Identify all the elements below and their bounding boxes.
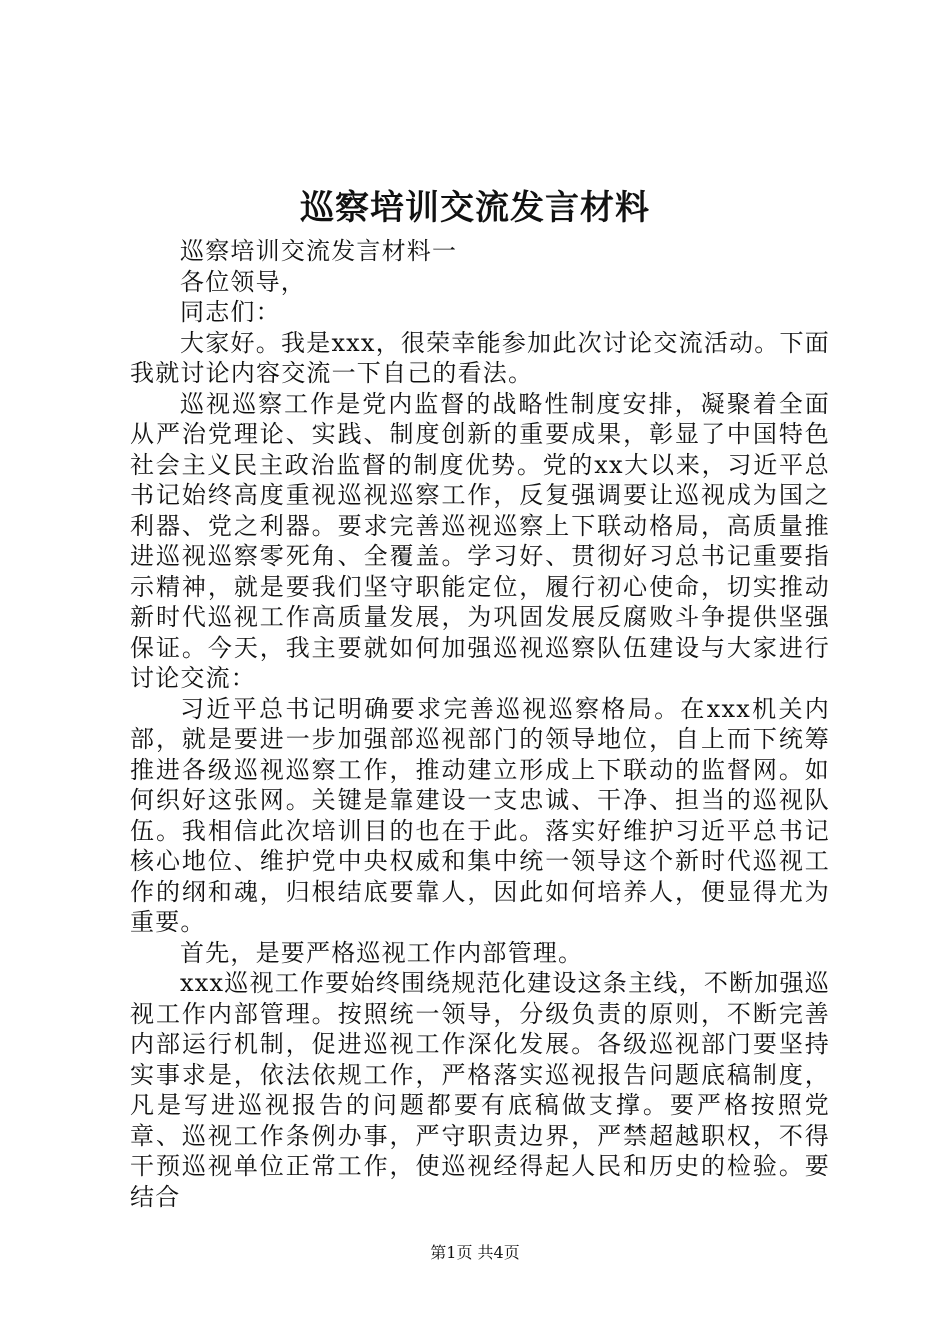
paragraph-internal-management: xxx巡视工作要始终围绕规范化建设这条主线，不断加强巡视工作内部管理。按照统一领导，分级负责的原则，不断完善内部运行机制，促进巡视工作深化发展。各级巡视部门要坚持实事求是，依法依规工作，严格落实巡视报告问题底稿制度，凡是写进巡视报告的问题都要有底稿做支撑。要严格按照党章、巡视工作条例办事，严守职责边界，严禁超越职权，不得干预巡视单位正常工作，使巡视经得起人民和历史的检验。要结合 xyxy=(130,969,830,1211)
document-title: 巡察培训交流发言材料 xyxy=(300,188,650,228)
document-body xyxy=(130,236,830,1212)
paragraph-subtitle: 巡察培训交流发言材料一 xyxy=(180,237,458,265)
page-footer: 第1页 共4页 xyxy=(430,1243,520,1262)
paragraph-first-point: 首先，是要严格巡视工作内部管理。 xyxy=(180,938,584,967)
paragraph-greeting: 大家好。我是xxx，很荣幸能参加此次讨论交流活动。下面我就讨论内容交流一下自己的看法。 xyxy=(130,328,830,387)
paragraph-inspection-overview: 巡视巡察工作是党内监督的战略性制度安排，凝聚着全面从严治党理论、实践、制度创新的重要成果，彰显了中国特色社会主义民主政治监督的制度优势。党的xx大以来，习近平总书记始终高度重视巡视巡察工作，反复强调要让巡视成为国之利器、党之利器。要求完善巡视巡察上下联动格局，高质量推进巡视巡察零死角、全覆盖。学习好、贯彻好习总书记重要指示精神，就是要我们坚守职能定位，履行初心使命，切实推动新时代巡视工作高质量发展，为巩固发展反腐败斗争提供坚强保证。今天，我主要就如何加强巡视巡察队伍建设与大家进行讨论交流： xyxy=(130,389,830,692)
paragraph-salutation-leaders: 各位领导， xyxy=(180,267,306,296)
paragraph-inspection-pattern: 习近平总书记明确要求完善巡视巡察格局。在xxx机关内部，就是要进一步加强部巡视部门的领导地位，自上而下统筹推进各级巡视巡察工作，推动建立形成上下联动的监督网。如何织好这张网。关键是靠建设一支忠诚、干净、担当的巡视队伍。我相信此次培训目的也在于此。落实好维护习近平总书记核心地位、维护党中央权威和集中统一领导这个新时代巡视工作的纲和魂，归根结底要靠人，因此如何培养人，便显得尤为重要。 xyxy=(130,694,830,936)
paragraph-salutation-comrades: 同志们： xyxy=(180,298,281,326)
